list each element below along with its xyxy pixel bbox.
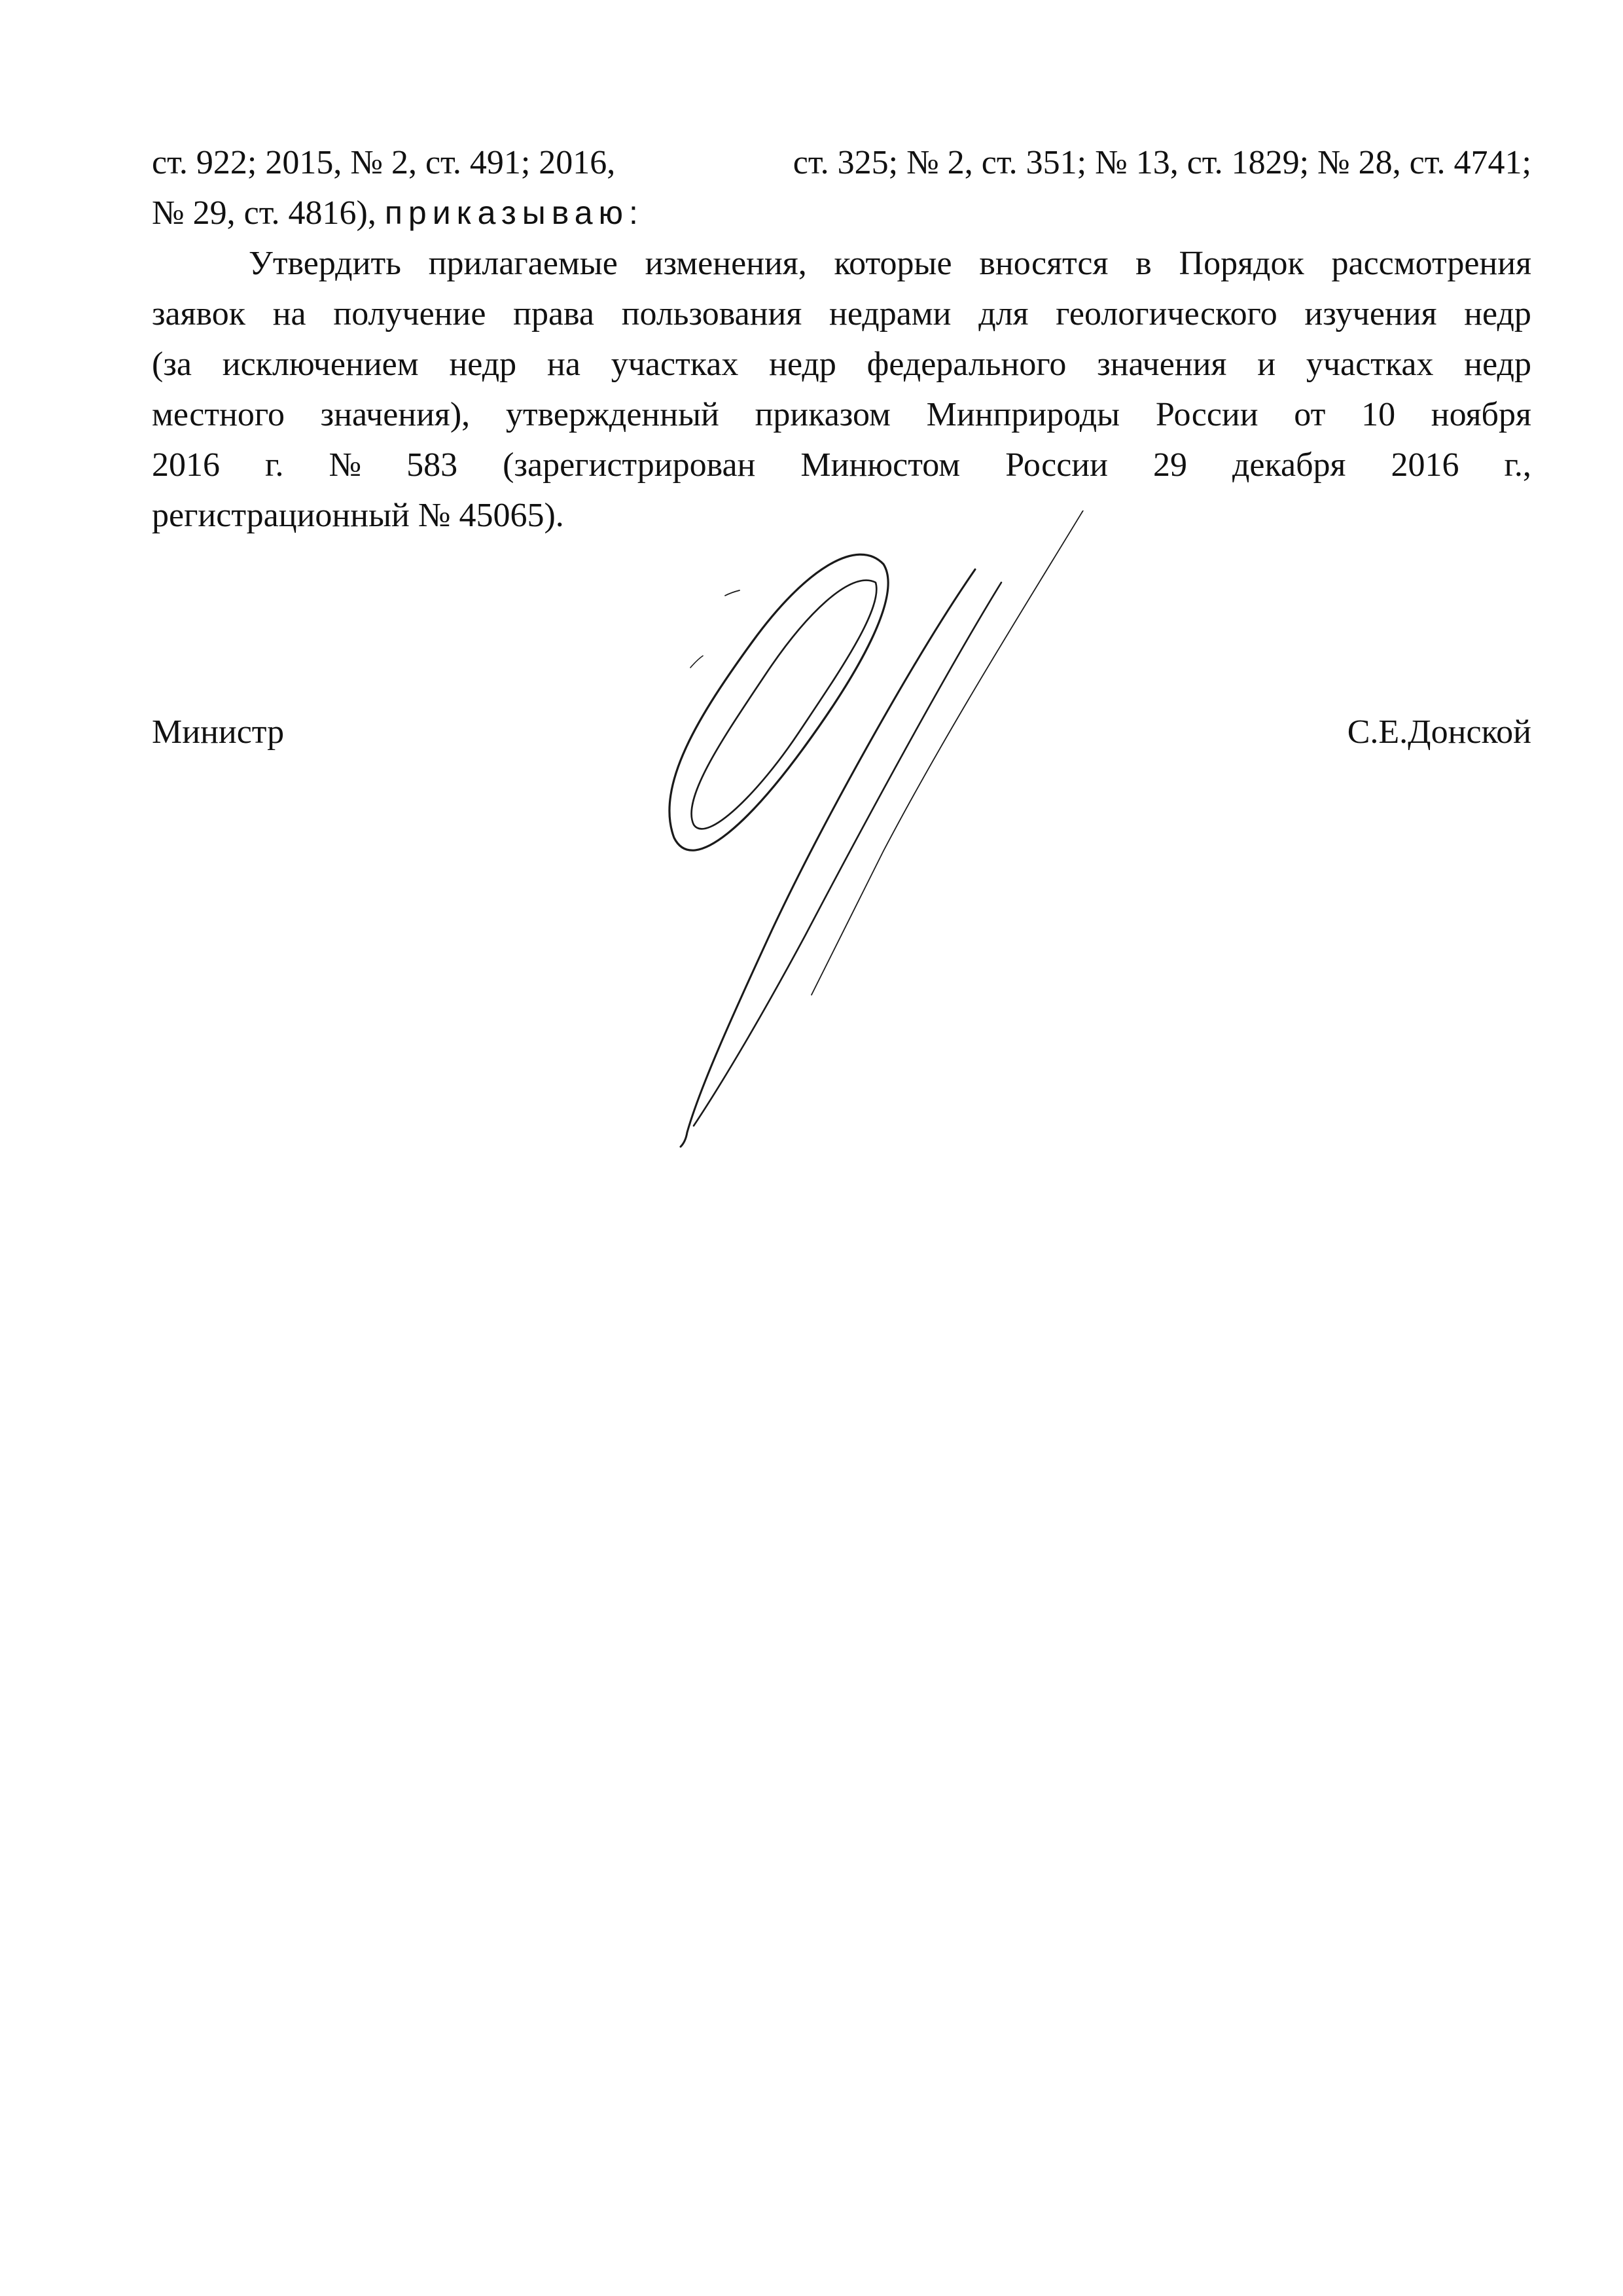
word: недрами xyxy=(829,295,952,332)
word: недр xyxy=(1464,346,1531,383)
word: Порядок xyxy=(1179,245,1304,282)
word: прилагаемые xyxy=(428,245,618,282)
word: Утвердить xyxy=(249,245,401,282)
word: участках xyxy=(611,346,739,383)
word: Минюстом xyxy=(800,446,961,484)
order-word: приказываю: xyxy=(384,194,644,231)
document-body xyxy=(152,137,1531,541)
word: декабря xyxy=(1232,446,1346,484)
word: которые xyxy=(834,245,952,282)
word: 2016 xyxy=(1391,446,1459,484)
word: на xyxy=(272,295,306,332)
word: от xyxy=(1294,396,1326,433)
word: недр xyxy=(769,346,836,383)
word: 583 xyxy=(406,446,458,484)
paragraph2 xyxy=(152,238,1531,490)
word: ноября xyxy=(1431,396,1531,433)
word: значения xyxy=(1097,346,1227,383)
word: недр xyxy=(1464,295,1531,332)
word: недр xyxy=(449,346,517,383)
word: пользования xyxy=(621,295,802,332)
citation-segment: ст. 922; 2015, № 2, ст. 491; 2016, xyxy=(152,144,616,181)
signer-name: С.Е.Донской xyxy=(1347,713,1531,751)
handwritten-signature xyxy=(609,511,1106,1152)
paragraph2-line xyxy=(152,339,1531,389)
word: 10 xyxy=(1361,396,1396,433)
word: получение xyxy=(333,295,486,332)
signer-title: Министр xyxy=(152,713,285,751)
citation-segment: ст. 325; № 2, ст. 351; № 13, ст. 1829; № 28, ст. 4741; xyxy=(793,144,1531,181)
paragraph2-line xyxy=(152,389,1531,440)
paragraph1-line1 xyxy=(152,137,1531,188)
word: участках xyxy=(1306,346,1434,383)
paragraph1-line2 xyxy=(152,188,1531,238)
word: России xyxy=(1155,396,1258,433)
word: изменения, xyxy=(645,245,807,282)
word: вносятся xyxy=(979,245,1109,282)
word: г., xyxy=(1504,446,1531,484)
word: 29 xyxy=(1152,446,1187,484)
word: утвержденный xyxy=(505,396,719,433)
word: (за xyxy=(152,346,192,383)
word: рассмотрения xyxy=(1331,245,1531,282)
word: в xyxy=(1135,245,1152,282)
paragraph2-last-line: регистрационный № 45065). xyxy=(152,497,564,534)
word: г. xyxy=(265,446,284,484)
word: № xyxy=(329,446,362,484)
word: заявок xyxy=(152,295,245,332)
citation-text: № 29, ст. 4816), xyxy=(152,194,376,232)
word: для xyxy=(978,295,1029,332)
word: 2016 xyxy=(152,446,220,484)
word: изучения xyxy=(1304,295,1437,332)
word: и xyxy=(1257,346,1276,383)
paragraph2-line xyxy=(152,440,1531,490)
word: приказом xyxy=(755,396,891,433)
word: значения), xyxy=(320,396,471,433)
word: (зарегистрирован xyxy=(503,446,756,484)
paragraph2-line xyxy=(152,289,1531,339)
word: Минприроды xyxy=(926,396,1120,433)
word: федерального xyxy=(866,346,1067,383)
word: права xyxy=(513,295,594,332)
word: местного xyxy=(152,396,285,433)
word: геологического xyxy=(1056,295,1277,332)
word: на xyxy=(546,346,580,383)
word: России xyxy=(1005,446,1108,484)
word: исключением xyxy=(222,346,419,383)
paragraph2-line xyxy=(152,238,1531,289)
